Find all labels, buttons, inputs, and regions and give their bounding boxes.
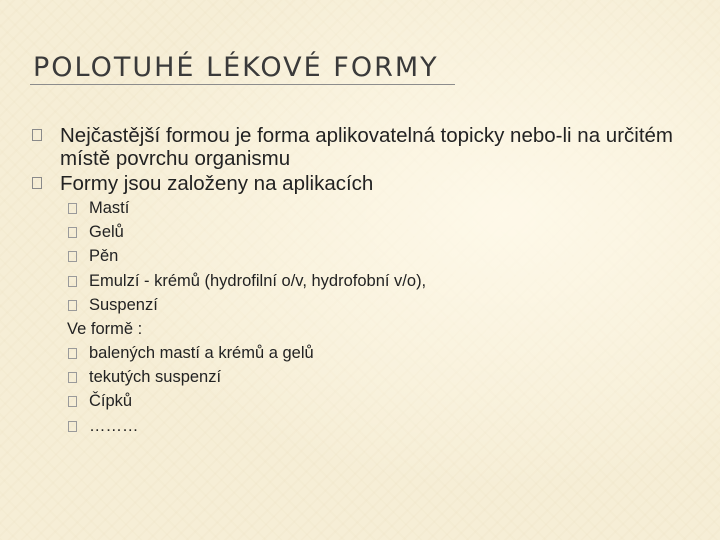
square-bullet-icon xyxy=(68,227,77,238)
square-bullet-icon xyxy=(68,348,77,359)
sub-bullet-item xyxy=(67,341,702,365)
sub-bullet-item xyxy=(67,293,702,317)
square-bullet-icon xyxy=(68,276,77,287)
square-bullet-icon xyxy=(68,372,77,383)
square-bullet-icon xyxy=(68,251,77,262)
sub-bullet-text: Pěn xyxy=(89,247,119,266)
sub-bullet-item xyxy=(67,269,702,293)
sub-bullet-text: tekutých suspenzí xyxy=(89,368,222,387)
bullet-item xyxy=(32,124,702,170)
sub-bullet-text: ……… xyxy=(89,416,139,435)
sub-list xyxy=(32,341,702,438)
sub-bullet-text: balených mastí a krémů a gelů xyxy=(89,344,314,363)
sub-bullet-item xyxy=(67,389,702,413)
bullet-text: Formy jsou založeny na aplikacích xyxy=(60,172,374,195)
square-bullet-icon xyxy=(68,396,77,407)
sub-bullet-text: Mastí xyxy=(89,199,130,217)
bullet-text: Nejčastější formou je forma aplikovatelná topicky nebo-li na určitém místě povrchu organismu xyxy=(60,124,673,170)
sub-bullet-item xyxy=(67,220,702,244)
square-bullet-icon xyxy=(32,129,42,141)
slide-content xyxy=(32,124,702,438)
square-bullet-icon xyxy=(68,203,77,214)
sub-bullet-item xyxy=(67,244,702,268)
sub-list xyxy=(32,196,702,317)
slide-title: POLOTUHÉ LÉKOVÉ FORMY xyxy=(33,52,439,83)
bullet-item xyxy=(32,172,702,195)
sub-bullet-text: Suspenzí xyxy=(89,295,158,314)
square-bullet-icon xyxy=(68,300,77,311)
plain-line: Ve formě : xyxy=(67,320,143,339)
square-bullet-icon xyxy=(32,177,42,189)
sub-bullet-item xyxy=(67,414,702,438)
sub-bullet-text: Gelů xyxy=(89,223,124,242)
sub-bullet-item xyxy=(67,365,702,389)
title-underline xyxy=(30,84,455,85)
sub-bullet-item xyxy=(67,196,702,220)
square-bullet-icon xyxy=(68,421,77,432)
sub-bullet-text: Emulzí - krémů (hydrofilní o/v, hydrofobní v/o), xyxy=(89,271,427,290)
sub-bullet-text: Čípků xyxy=(89,392,133,411)
